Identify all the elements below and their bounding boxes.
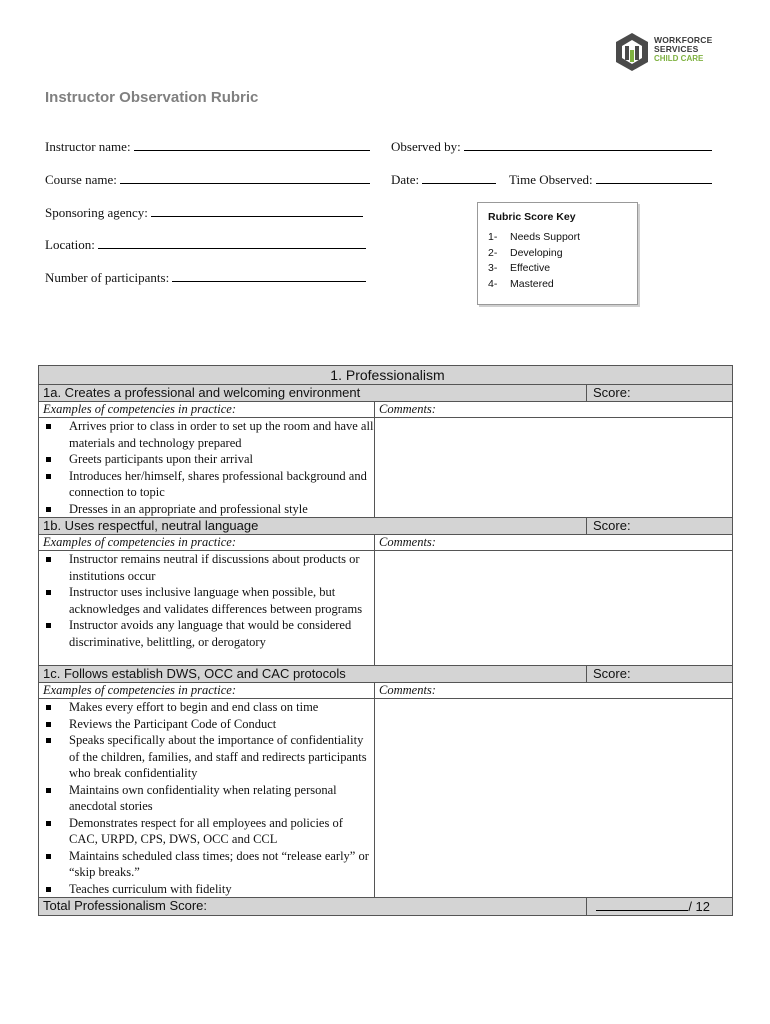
total-score-blank[interactable] <box>596 898 688 911</box>
list-item: Arrives prior to class in order to set up the room and have all materials and technology prepared <box>43 418 374 451</box>
score-key-item: 4- Mastered <box>488 277 554 290</box>
total-score-suffix: / 12 <box>688 899 710 914</box>
comments-label: Comments: <box>375 402 733 418</box>
competency-list <box>43 699 374 897</box>
subsection-header <box>39 666 733 683</box>
page-title: Instructor Observation Rubric <box>45 89 259 106</box>
examples-label: Examples of competencies in practice: <box>39 402 375 418</box>
course-name-line[interactable] <box>120 172 370 184</box>
subsection-header <box>39 518 733 535</box>
score-label: Score: <box>587 385 733 402</box>
participants-label: Number of participants: <box>45 270 170 285</box>
sponsoring-agency-label: Sponsoring agency: <box>45 205 148 220</box>
professionalism-rubric-table <box>38 365 733 916</box>
rubric-score-key <box>477 202 638 305</box>
sponsoring-agency-field[interactable] <box>45 205 363 221</box>
instructor-name-label: Instructor name: <box>45 139 131 154</box>
list-item: Maintains own confidentiality when relating personal anecdotal stories <box>43 782 374 815</box>
subsection-header <box>39 385 733 402</box>
location-label: Location: <box>45 237 95 252</box>
list-item: Makes every effort to begin and end class on time <box>43 699 374 716</box>
examples-label: Examples of competencies in practice: <box>39 535 375 551</box>
date-label: Date: <box>391 172 420 187</box>
score-key-item: 3- Effective <box>488 262 551 274</box>
score-label: Score: <box>587 518 733 535</box>
list-item: Instructor remains neutral if discussions about products or institutions occur <box>43 551 374 584</box>
comments-cell[interactable] <box>375 418 733 518</box>
logo-hexagon-icon <box>614 32 650 72</box>
list-item: Instructor avoids any language that would be considered discriminative, belittling, or derogatory <box>43 617 374 650</box>
course-name-field[interactable] <box>45 172 370 188</box>
list-item: Teaches curriculum with fidelity <box>43 881 374 898</box>
date-field[interactable] <box>391 172 496 188</box>
logo-line-2: SERVICES <box>654 44 699 54</box>
examples-label: Examples of competencies in practice: <box>39 683 375 699</box>
location-line[interactable] <box>98 237 366 249</box>
score-key-title: Rubric Score Key <box>488 211 576 223</box>
location-field[interactable] <box>45 237 366 253</box>
time-observed-label: Time Observed: <box>509 172 593 187</box>
examples-cell <box>39 699 375 898</box>
instructor-name-line[interactable] <box>134 139 370 151</box>
list-item: Reviews the Participant Code of Conduct <box>43 716 374 733</box>
competency-list <box>43 418 374 517</box>
participants-field[interactable] <box>45 270 366 286</box>
list-item: Instructor uses inclusive language when possible, but acknowledges and validates differences between programs <box>43 584 374 617</box>
score-key-list <box>488 230 580 292</box>
comments-label: Comments: <box>375 535 733 551</box>
examples-cell <box>39 551 375 666</box>
logo-line-1: WORKFORCE <box>654 35 713 45</box>
comments-label: Comments: <box>375 683 733 699</box>
sponsoring-agency-line[interactable] <box>151 205 363 217</box>
course-name-label: Course name: <box>45 172 117 187</box>
list-item: Greets participants upon their arrival <box>43 451 374 468</box>
total-row <box>39 898 733 916</box>
participants-line[interactable] <box>172 270 366 282</box>
score-key-item: 2- Developing <box>488 246 563 259</box>
time-observed-field[interactable] <box>509 172 712 188</box>
subsection-title: 1b. Uses respectful, neutral language <box>39 518 587 535</box>
comments-cell[interactable] <box>375 699 733 898</box>
list-item: Maintains scheduled class times; does not “release early” or “skip breaks.” <box>43 848 374 881</box>
workforce-services-logo <box>614 32 724 72</box>
observed-by-line[interactable] <box>464 139 712 151</box>
examples-cell <box>39 418 375 518</box>
observed-by-label: Observed by: <box>391 139 461 154</box>
section-title: 1. Professionalism <box>39 366 733 385</box>
list-item: Speaks specifically about the importance of confidentiality of the children, families, and staff and redirects participants who break confidentiality <box>43 732 374 782</box>
date-line[interactable] <box>422 172 496 184</box>
logo-line-3: CHILD CARE <box>654 54 704 63</box>
score-key-item: 1- Needs Support <box>488 231 581 243</box>
subsection-title: 1c. Follows establish DWS, OCC and CAC protocols <box>39 666 587 683</box>
observed-by-field[interactable] <box>391 139 712 155</box>
subsection-title: 1a. Creates a professional and welcoming environment <box>39 385 587 402</box>
list-item: Demonstrates respect for all employees and policies of CAC, URPD, CPS, DWS, OCC and CCL <box>43 815 374 848</box>
list-item: Dresses in an appropriate and professional style <box>43 501 374 518</box>
score-label: Score: <box>587 666 733 683</box>
comments-cell[interactable] <box>375 551 733 666</box>
instructor-name-field[interactable] <box>45 139 370 155</box>
competency-list <box>43 551 374 650</box>
list-item: Introduces her/himself, shares professional background and connection to topic <box>43 468 374 501</box>
time-observed-line[interactable] <box>596 172 712 184</box>
total-label: Total Professionalism Score: <box>39 898 587 916</box>
total-score[interactable] <box>587 898 733 916</box>
